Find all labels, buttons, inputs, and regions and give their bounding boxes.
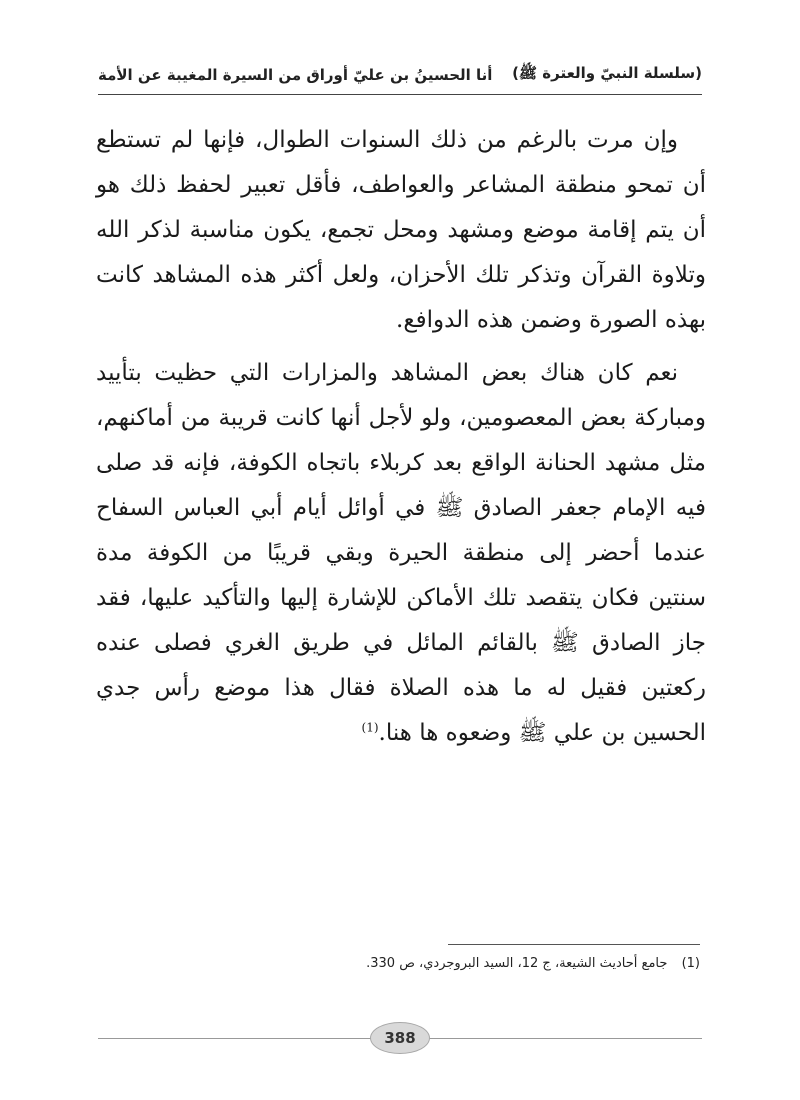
book-title: أنا الحسينُ بن عليّ أوراق من السيرة المغيبة عن الأمة — [98, 66, 493, 84]
footnote-number: (1) — [681, 956, 700, 971]
page-number-area — [98, 1020, 702, 1056]
footnote-divider — [448, 944, 700, 945]
footnote-text: جامع أحاديث الشيعة، ج 12، السيد البروجردي، ص 330. — [366, 956, 668, 971]
page-number: 388 — [384, 1029, 416, 1047]
footnote-reference: (1) — [361, 720, 379, 735]
paragraph-2-text: نعم كان هناك بعض المشاهد والمزارات التي حظيت بتأييد ومباركة بعض المعصومين، ولو لأجل أنها كانت قريبة من أماكنهم، مثل مشهد الحنانة الواقع بعد كربلاء باتجاه الكوفة، فإنه قد صلى فيه الإمام جعفر الصادق ﷺ في أوائل أيام أبي العباس السفاح عندما أحضر إلى منطقة الحيرة وبقي قريبًا من الكوفة مدة سنتين فكان يتقصد تلك الأماكن للإشارة إليها والتأكيد عليها، فقد جاز الصادق ﷺ بالقائم المائل في طريق الغري فصلى عنده ركعتين فقيل له ما هذه الصلاة فقال هذا موضع رأس جدي الحسين بن علي ﷺ وضعوه ها هنا. — [96, 360, 706, 746]
page-number-badge — [370, 1022, 430, 1054]
main-text — [96, 118, 706, 764]
header-divider — [98, 94, 702, 95]
series-title: (سلسلة النبيّ والعترة ﷺ) — [512, 64, 702, 82]
paragraph-2 — [96, 351, 706, 756]
running-header — [98, 58, 702, 92]
footnote — [100, 956, 700, 971]
paragraph-1: وإن مرت بالرغم من ذلك السنوات الطوال، فإنها لم تستطع أن تمحو منطقة المشاعر والعواطف، فأقل تعبير لحفظ ذلك هو أن يتم إقامة موضع ومشهد ومحل تجمع، يكون مناسبة لذكر الله وتلاوة القرآن وتذكر تلك الأحزان، ولعل أكثر هذه المشاهد كانت بهذه الصورة وضمن هذه الدوافع. — [96, 127, 706, 333]
